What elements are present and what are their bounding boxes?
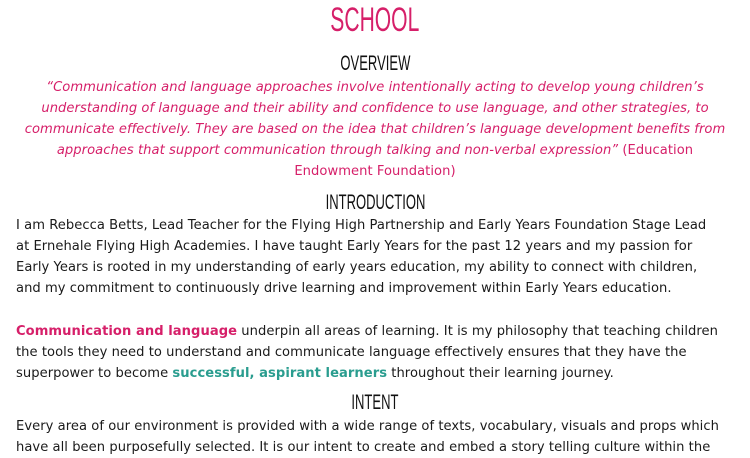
intent-heading bbox=[0, 392, 750, 413]
aspirant-learners-highlight: successful, aspirant learners bbox=[172, 366, 388, 381]
quote-line-1: “Communication and language approaches involve intentionally acting to develop young children’s bbox=[46, 80, 704, 95]
introduction-heading bbox=[0, 192, 750, 213]
introduction-heading-text: INTRODUCTION bbox=[325, 191, 425, 214]
overview-quote bbox=[10, 77, 740, 182]
intro-line-4: and my commitment to continuously drive learning and improvement within Early Years education. bbox=[16, 281, 672, 296]
quote-line-4-text: approaches that support communication through talking and non-verbal expression” bbox=[56, 143, 619, 158]
intro2-line-3-start: superpower to become bbox=[16, 366, 173, 381]
intro-line-2: at Ernehale Flying High Academies. I have taught Early Years for the past 12 years and my passion for bbox=[16, 239, 693, 254]
quote-line-2: understanding of language and their ability and confidence to use language, and other strategies, to bbox=[41, 101, 709, 116]
communication-and-language-highlight: Communication and language bbox=[16, 324, 238, 339]
intro-line-1: I am Rebecca Betts, Lead Teacher for the Flying High Partnership and Early Years Foundation Stage Lead bbox=[16, 218, 707, 233]
intent-line-2: have all been purposefully selected. It is our intent to create and embed a story telling culture within the bbox=[16, 440, 711, 455]
intro-line-3: Early Years is rooted in my understanding of early years education, my ability to connect with children, bbox=[16, 260, 698, 275]
quote-citation-part1: (Education bbox=[618, 143, 694, 158]
intent-paragraph bbox=[16, 416, 738, 458]
intro2-line-3 bbox=[16, 363, 738, 384]
intent-heading-text: INTENT bbox=[351, 391, 399, 414]
introduction-paragraph-2 bbox=[16, 321, 738, 384]
intro2-line-1-text: underpin all areas of learning. It is my philosophy that teaching children bbox=[237, 324, 719, 339]
intent-line-1: Every area of our environment is provided with a wide range of texts, vocabulary, visuals and props which bbox=[16, 419, 719, 434]
quote-line-4 bbox=[10, 140, 740, 161]
document-title-text: SCHOOL bbox=[330, 1, 420, 39]
overview-heading-text: OVERVIEW bbox=[340, 52, 410, 75]
intro2-line-1 bbox=[16, 321, 738, 342]
quote-citation-part2: Endowment Foundation) bbox=[294, 164, 456, 179]
overview-heading bbox=[0, 53, 750, 74]
intro2-line-3-end: throughout their learning journey. bbox=[387, 366, 614, 381]
quote-line-3: communicate effectively. They are based on the idea that children’s language development benefits from bbox=[24, 122, 726, 137]
introduction-paragraph-1 bbox=[16, 215, 738, 299]
document-title bbox=[0, 3, 750, 37]
intro2-line-2: the tools they need to understand and communicate language effectively ensures that they have the bbox=[16, 345, 687, 360]
